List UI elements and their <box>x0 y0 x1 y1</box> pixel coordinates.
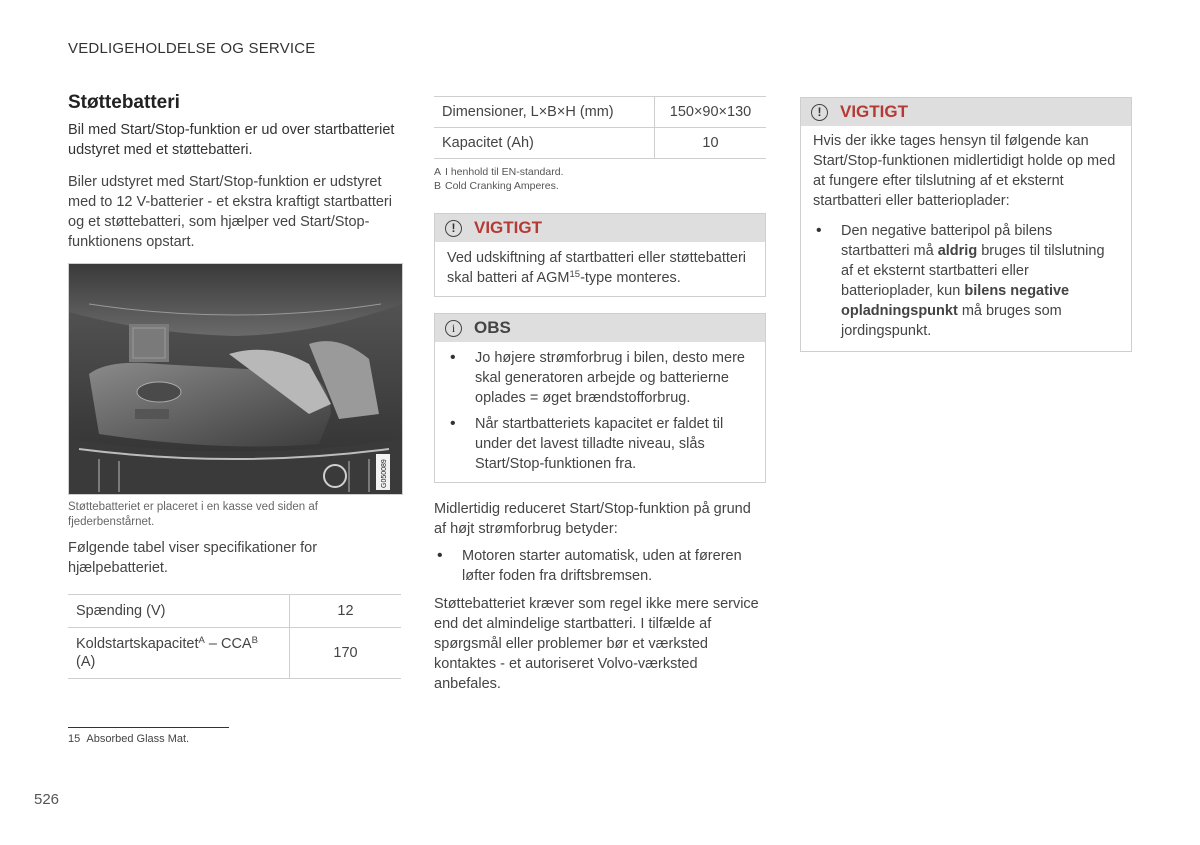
important-box-body <box>435 242 765 296</box>
list-item: • Jo højere strømforbrug i bilen, desto mere skal generatoren arbejde og batterierne oplades = øget brændstofforbrug. <box>447 348 753 408</box>
important-text: Hvis der ikke tages hensyn til følgende kan Start/Stop-funktionen midlertidigt holde op med at fungere efter tilslutning af et eksternt startbatteri eller batterioplader: <box>813 133 1116 209</box>
figure-caption: Støttebatteriet er placeret i en kasse ved siden af fjederbenstårnet. <box>68 501 318 528</box>
column-middle <box>434 96 766 694</box>
footnote-number: 15 <box>68 733 81 745</box>
table-cell-value: 170 <box>290 628 402 679</box>
table-cell-value: 10 <box>655 128 767 159</box>
important-heading: VIGTIGT <box>840 102 908 121</box>
column-right <box>800 97 1132 352</box>
important-text: Ved udskiftning af startbatteri eller støttebatteri skal batteri af AGM <box>447 250 747 286</box>
cca-label-mid: – CCA <box>204 636 252 652</box>
service-paragraph: Støttebatteriet kræver som regel ikke mere service end det almindelige startbatteri. I tilfælde af spørgsmål eller problemer bør et værksted kontaktes - et autoriseret Volvo-værksted anbefales. <box>434 596 759 692</box>
important-text-end: -type monteres. <box>580 270 681 286</box>
table-note <box>434 165 766 179</box>
important-heading: VIGTIGT <box>474 218 542 237</box>
important-box-header <box>435 214 765 242</box>
info-circle-icon: i <box>445 320 462 337</box>
obs-box-body <box>435 342 765 482</box>
page-title: Støttebatteri <box>68 92 180 113</box>
note-text: I henhold til EN-standard. <box>445 166 564 178</box>
column-left <box>68 92 401 679</box>
obs-list <box>447 348 753 474</box>
reduced-function-paragraph: Midlertidig reduceret Start/Stop-funktion på grund af højt strømforbrug betyder: <box>434 501 751 537</box>
dimension-table <box>434 96 766 159</box>
table-intro: Følgende tabel viser specifikationer for hjælpebatteriet. <box>68 540 318 576</box>
engine-bay-illustration <box>69 264 402 494</box>
footnote-text: Absorbed Glass Mat. <box>86 733 190 745</box>
engine-bay-image <box>68 263 403 495</box>
important-box <box>434 213 766 297</box>
page-number: 526 <box>34 791 60 808</box>
note-text: Cold Cranking Amperes. <box>445 180 559 192</box>
cca-label: Koldstartskapacitet <box>76 636 199 652</box>
table-row <box>434 97 766 128</box>
list-item: • Motoren starter automatisk, uden at føreren løfter foden fra driftsbremsen. <box>434 546 766 586</box>
footnote-ref-15: 15 <box>569 269 581 280</box>
intro-paragraph: Bil med Start/Stop-funktion er ud over startbatteriet udstyret med et støttebatteri. <box>68 122 395 158</box>
footnote-ref-a: A <box>198 635 205 646</box>
important-box <box>800 97 1132 352</box>
exclamation-circle-icon: ! <box>811 104 828 121</box>
cca-unit: (A) <box>76 654 96 670</box>
obs-box <box>434 313 766 483</box>
footnote-divider <box>68 727 229 728</box>
list-item: • Når startbatteriets kapacitet er faldet til under det lavest tilladte niveau, slås Start/Stop-funktionen fra. <box>447 414 753 474</box>
important-list <box>813 221 1119 341</box>
bullet-text: Den negative batteripol på bilens startbatteri må <box>841 223 1053 259</box>
table-note <box>434 179 766 193</box>
section-header: VEDLIGEHOLDELSE OG SERVICE <box>68 40 316 57</box>
bullet-emphasis: bilens negative opladningspunkt <box>841 283 1070 319</box>
table-row <box>68 628 401 679</box>
note-key: B <box>434 180 442 192</box>
table-cell-label <box>68 628 290 679</box>
table-cell-label: Spænding (V) <box>68 595 290 628</box>
table-cell-value: 150×90×130 <box>655 97 767 128</box>
table-row <box>434 128 766 159</box>
footnote <box>68 733 189 745</box>
obs-box-header <box>435 314 765 342</box>
list-item <box>813 221 1119 341</box>
figure-code: G050089 <box>381 459 388 488</box>
table-cell-label: Dimensioner, L×B×H (mm) <box>434 97 655 128</box>
bullet-text: må bruges som jordingspunkt. <box>841 303 1062 339</box>
spec-table <box>68 594 401 679</box>
table-cell-label: Kapacitet (Ah) <box>434 128 655 159</box>
important-box-body <box>801 126 1131 351</box>
obs-heading: OBS <box>474 318 511 337</box>
table-row <box>68 595 401 628</box>
table-cell-value: 12 <box>290 595 402 628</box>
note-key: A <box>434 166 442 178</box>
footnote-ref-b: B <box>251 635 258 646</box>
body-paragraph: Biler udstyret med Start/Stop-funktion er udstyret med to 12 V-batterier - et ekstra kraftigt startbatteri og et støttebatteri, som hjælper ved Start/Stop-funktionens opstart. <box>68 174 392 250</box>
exclamation-circle-icon: ! <box>445 220 462 237</box>
table-notes <box>434 165 766 193</box>
important-box-header <box>801 98 1131 126</box>
bullet-text: bruges til tilslutning af et eksternt startbatteri eller batterioplader, kun <box>841 243 1105 299</box>
reduced-function-list <box>434 546 766 586</box>
bullet-emphasis: aldrig <box>937 243 978 259</box>
